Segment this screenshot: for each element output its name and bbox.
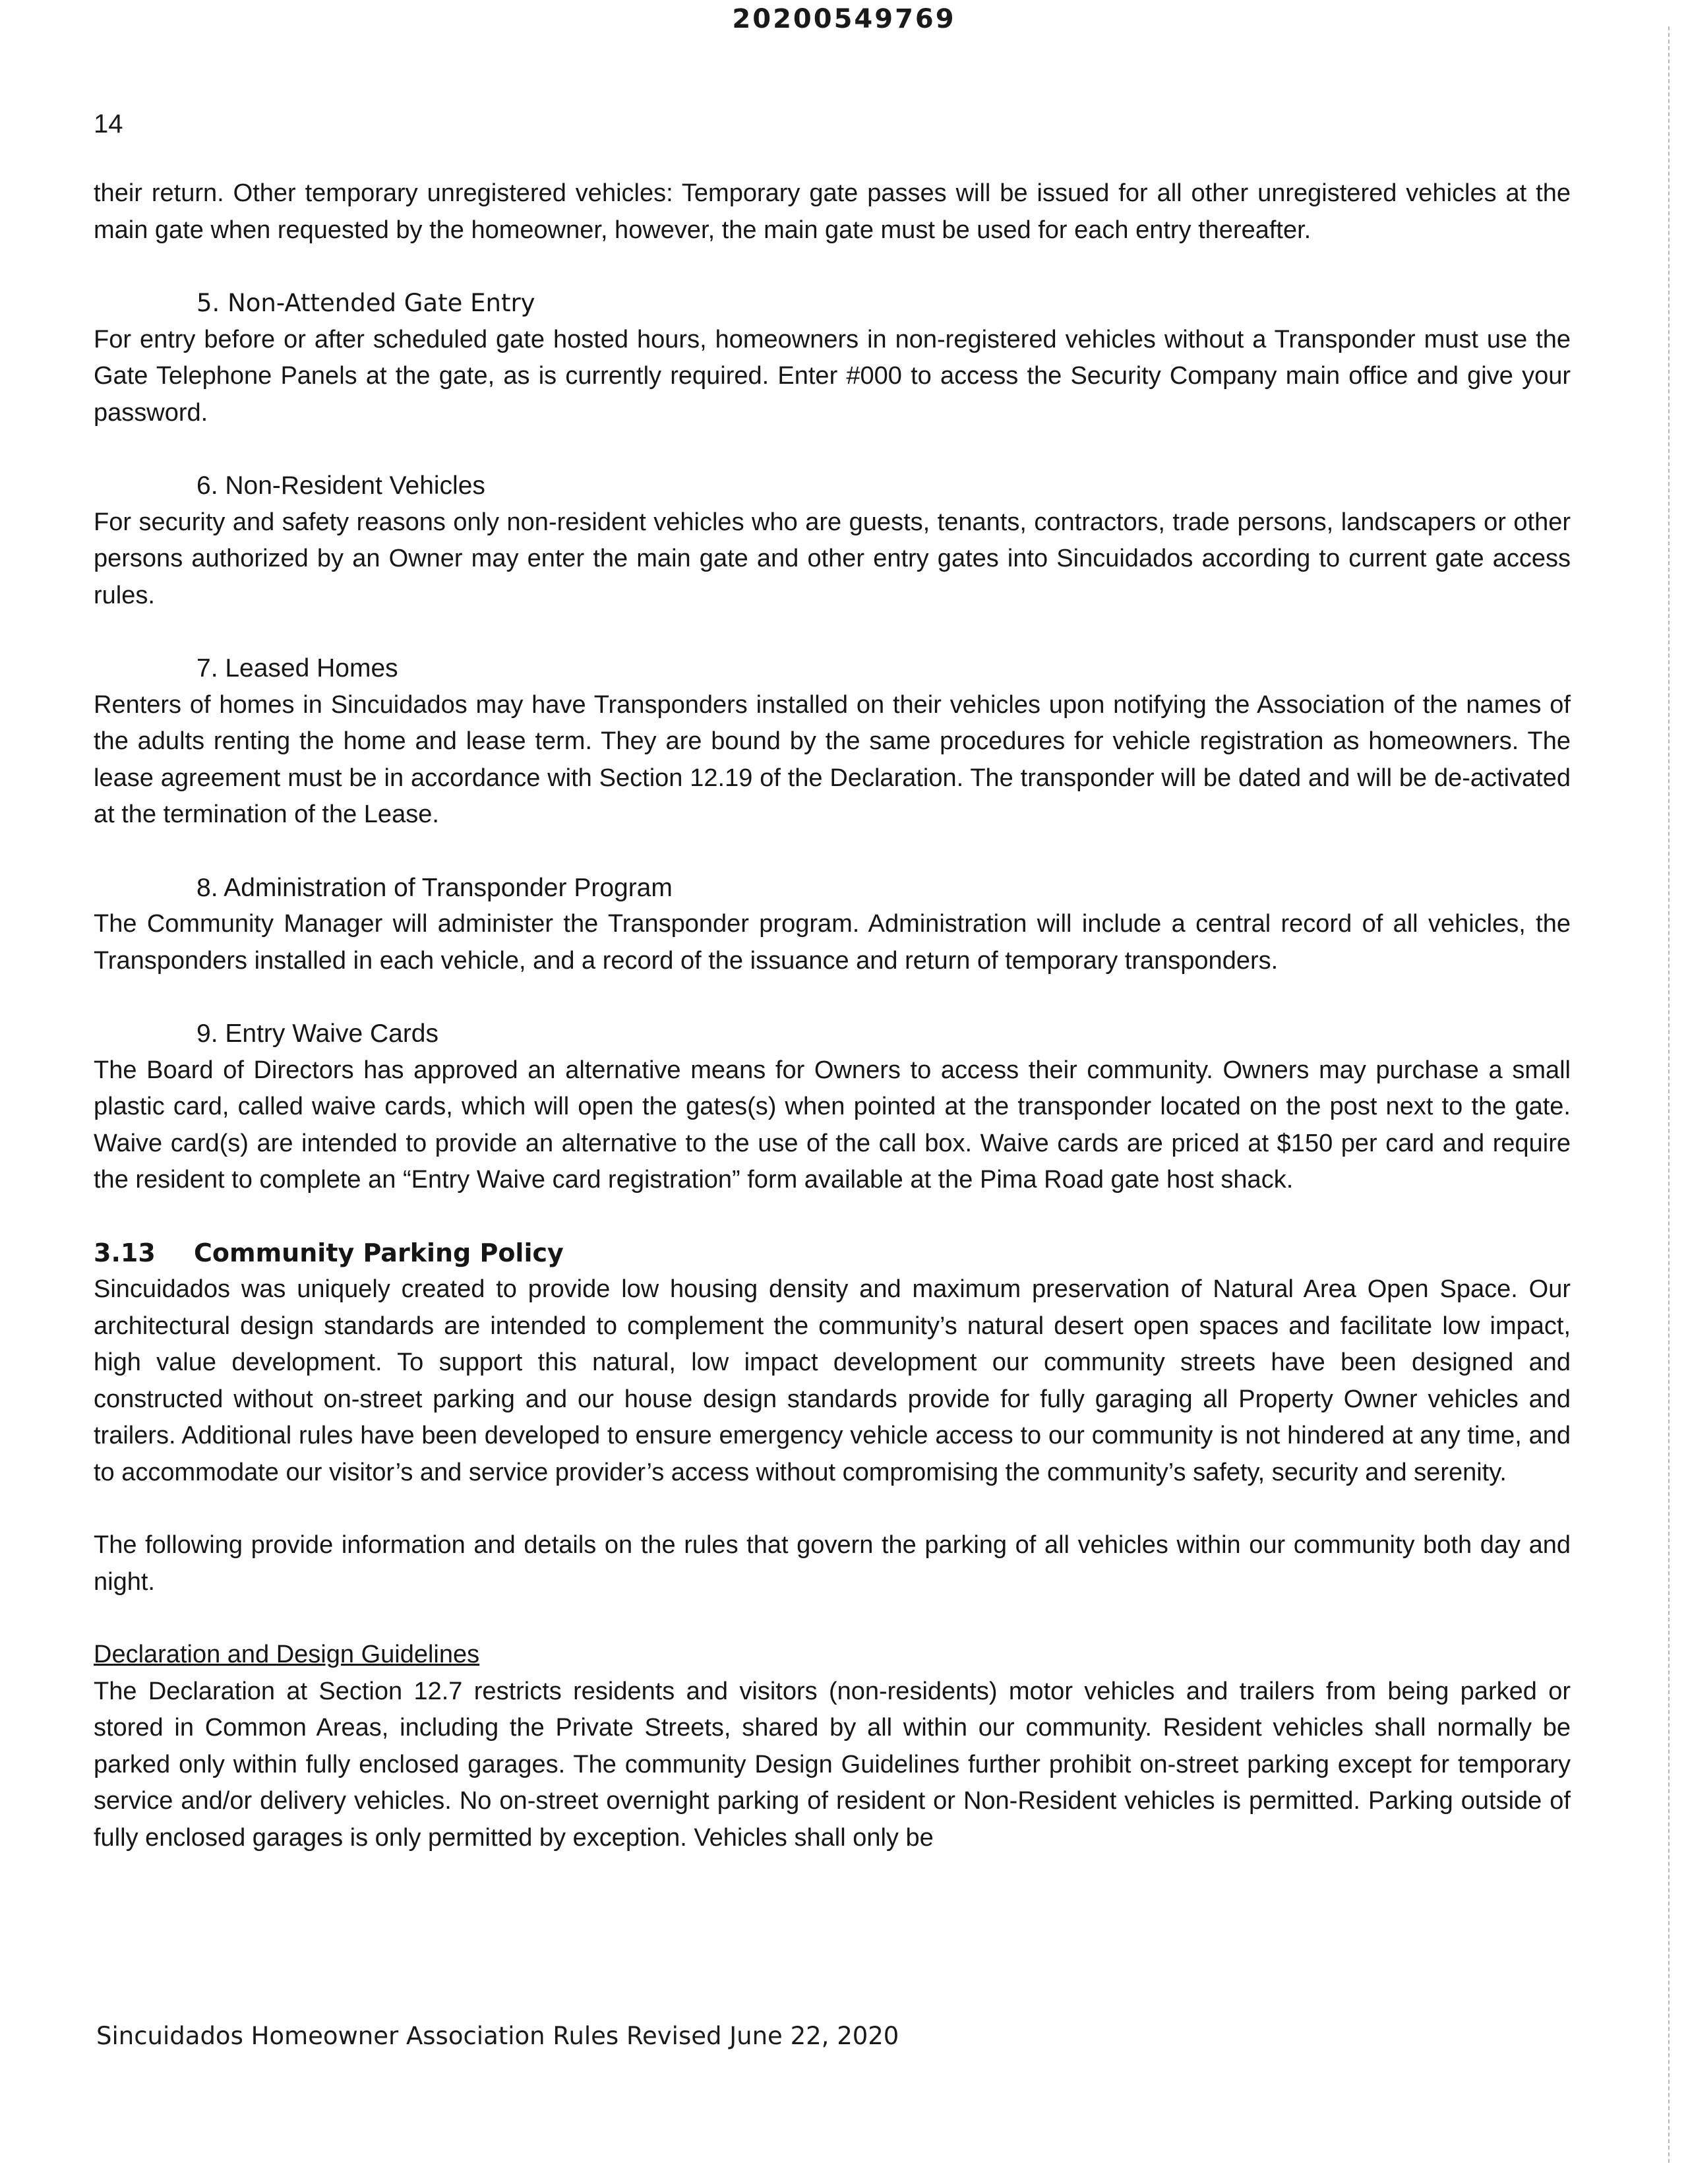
item-heading-leased-homes: 7. Leased Homes [196,654,398,682]
item-text-transponder-administration: The Community Manager will administer the Transponder program. Administration will include a central record of all vehicles, the Transponders installed in each vehicle, and a record of the issuance and return of temporary transponders. [94,910,1571,975]
item-heading-non-attended-gate-entry: 5. Non-Attended Gate Entry [196,289,535,317]
parking-rules-intro-paragraph: The following provide information and details on the rules that govern the parking of all vehicles within our community both day and night. [94,1531,1571,1596]
item-heading-entry-waive-cards: 9. Entry Waive Cards [196,1019,438,1048]
section-number: 3.13 [94,1238,156,1267]
parking-policy-paragraph: Sincuidados was uniquely created to provide low housing density and maximum preservation of Natural Area Open Space. Our architectural design standards are intended to complement the community’s natural desert open spaces and facilitate low impact, high value development. To support this natural, low impact development our community streets have been designed and constructed without on-street parking and our house design standards provide for fully garaging all Property Owner vehicles and trailers. Additional rules have been developed to ensure emergency vehicle access to our community is not hindered at any time, and to accommodate our visitor’s and service provider’s access without compromising the community’s safety, security and serenity. [94,1275,1571,1486]
page-body [94,175,1571,1856]
item-heading-non-resident-vehicles: 6. Non-Resident Vehicles [196,471,485,500]
item-text-non-resident-vehicles: For security and safety reasons only non-resident vehicles who are guests, tenants, contractors, trade persons, landscapers or other persons authorized by an Owner may enter the main gate and other entry gates into Sincuidados according to current gate access rules. [94,508,1571,609]
section-heading-parking-policy [94,1235,1571,1272]
scan-edge-line [1668,26,1671,2163]
item-text-entry-waive-cards: The Board of Directors has approved an alternative means for Owners to access their community. Owners may purchase a small plastic card, called waive cards, which will open the gates(s) when pointed at the transponder located on the post next to the gate. Waive card(s) are intended to provide an alternative to the use of the call box. Waive cards are priced at $150 per card and require the resident to complete an “Entry Waive card registration” form available at the Pima Road gate host shack. [94,1056,1571,1194]
section-title: Community Parking Policy [194,1238,564,1267]
page-number: 14 [94,109,123,138]
item-text-leased-homes: Renters of homes in Sincuidados may have Transponders installed on their vehicles upon notifying the Association of the names of the adults renting the home and lease term. They are bound by the same procedures for vehicle registration as homeowners. The lease agreement must be in accordance with Section 12.19 of the Declaration. The transponder will be dated and will be de-activated at the termination of the Lease. [94,690,1571,828]
item-heading-transponder-administration: 8. Administration of Transponder Program [196,873,673,902]
declaration-paragraph: The Declaration at Section 12.7 restricts residents and visitors (non-residents) motor vehicles and trailers from being parked or stored in Common Areas, including the Private Streets, shared by all within our community. Resident vehicles shall normally be parked only within fully enclosed garages. The community Design Guidelines further prohibit on-street parking except for temporary service and/or delivery vehicles. No on-street overnight parking of resident or Non-Resident vehicles is permitted. Parking outside of fully enclosed garages is only permitted by exception. Vehicles shall only be [94,1677,1571,1852]
intro-paragraph: their return. Other temporary unregistered vehicles: Temporary gate passes will be issued for all other unregistered vehicles at the main gate when requested by the homeowner, however, the main gate must be used for each entry thereafter. [94,179,1571,244]
page-footer: Sincuidados Homeowner Association Rules Revised June 22, 2020 [96,2022,899,2050]
subheading-declaration-design-guidelines: Declaration and Design Guidelines [94,1641,480,1668]
document-number: 20200549769 [732,4,956,34]
item-text-non-attended-gate-entry: For entry before or after scheduled gate hosted hours, homeowners in non-registered vehicles without a Transponder must use the Gate Telephone Panels at the gate, as is currently required. Enter #000 to access the Security Company main office and give your password. [94,325,1571,427]
